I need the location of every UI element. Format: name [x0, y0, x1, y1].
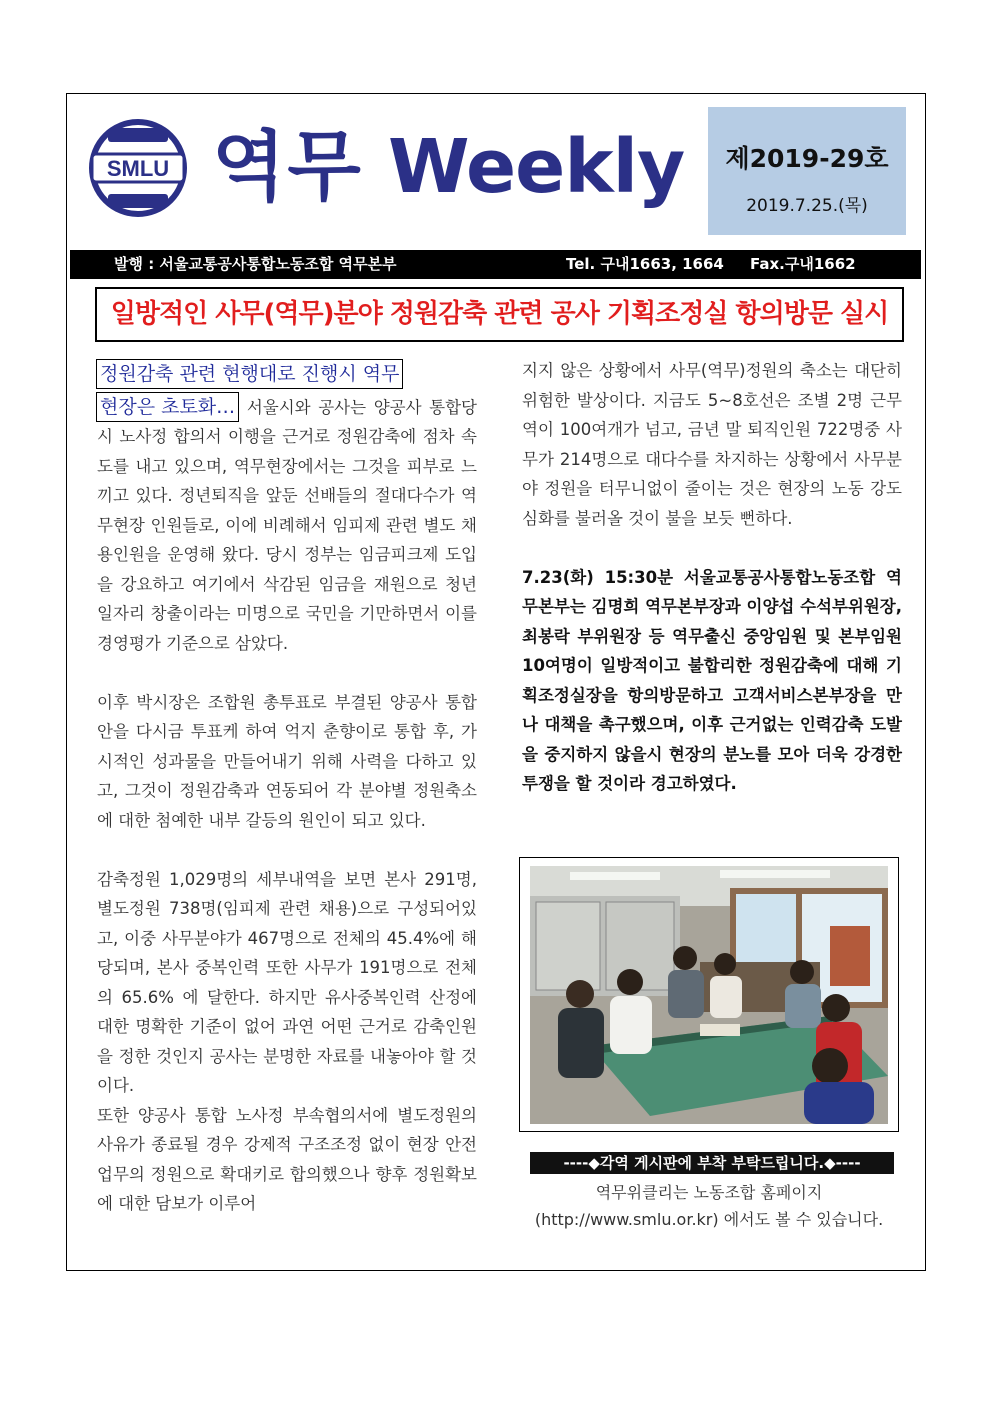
masthead-title-english: Weekly [388, 124, 685, 210]
photo-frame [519, 857, 899, 1132]
masthead-title-korean: 역무 [212, 122, 363, 211]
article-paragraph-3: 감축정원 1,029명의 세부내역을 보면 본사 291명, 별도정원 738명(임피제 관련 채용)으로 구성되어있고, 이중 사무분야가 467명으로 전체의 45.4%에 해당되며, 본사 중복인력 또한 사무가 191명으로 전체의 65.6% 에 달한다. 하지만 유사중복인력 산정에 대한 명확한 기준이 없어 과연 어떤 근거로 감축인원을 정한 것인지 공사는 분명한 자료를 내놓아야 할 것이다. [97, 869, 477, 1095]
protest-visit-paragraph: 7.23(화) 15:30분 서울교통공사통합노동조합 역무본부는 김명희 역무본부장과 이양섭 수석부위원장, 최봉락 부위원장 등 역무출신 중앙임원 및 본부임원 10여명이 일방적이고 불합리한 정원감축에 대해 기획조정실장을 항의방문하고 고객서비스본부장을 만나 대책을 촉구했으며, 이후 근거없는 인력감축 도발을 중지하지 않을시 현장의 분노를 모아 더욱 강경한 투쟁을 할 것이라 경고하였다. [522, 567, 902, 793]
right-column [522, 356, 902, 799]
posting-notice: ----◆각역 게시판에 부착 부탁드립니다.◆---- [530, 1152, 894, 1174]
article-paragraph-2: 이후 박시장은 조합원 총투표로 부결된 양공사 통합 안을 다시금 투표케 하여 억지 춘향이로 통합 후, 가시적인 성과물을 만들어내기 위해 사력을 다하고 있고, 그것이 정원감축과 연동되어 각 분야별 정원축소에 대한 첨예한 내부 갈등의 원인이 되고 있다. [97, 692, 477, 830]
smlu-logo [88, 118, 188, 218]
left-column [97, 359, 477, 1219]
article-paragraph-4: 또한 양공사 통합 노사정 부속협의서에 별도정원의 사유가 종료될 경우 강제적 구조조정 없이 현장 안전업무의 정원으로 확대키로 합의했으나 향후 정원확보에 대한 담보가 이루어 [97, 1105, 477, 1213]
issue-number: 제2019-29호 [725, 144, 889, 173]
subheading-line-2: 현장은 초토화… [96, 392, 239, 422]
headline: 일방적인 사무(역무)분야 정원감축 관련 공사 기획조정실 항의방문 실시 [95, 287, 904, 342]
publisher-bar [70, 250, 921, 279]
contact-info: Tel. 구내1663, 1664 Fax.구내1662 [566, 255, 856, 273]
publisher-info: 발행 : 서울교통공사통합노동조합 역무본부 [114, 255, 397, 273]
issue-box [708, 107, 906, 235]
homepage-notice: 역무위클리는 노동조합 홈페이지 [595, 1183, 823, 1202]
subheading-line-1: 정원감축 관련 현행대로 진행시 역무 [96, 359, 403, 389]
issue-date: 2019.7.25.(목) [746, 196, 868, 216]
homepage-url: (http://www.smlu.or.kr) 에서도 볼 수 있습니다. [534, 1210, 884, 1229]
meeting-photo [530, 866, 888, 1124]
article-paragraph-5: 지지 않은 상황에서 사무(역무)정원의 축소는 대단히 위험한 발상이다. 지금도 5~8호선은 조별 2명 근무역이 100여개가 넘고, 금년 말 퇴직인원 722명중 사무가 214명으로 대다수를 차지하는 상황에서 사무분야 정원을 터무니없이 줄이는 것은 현장의 노동 강도 심화를 불러올 것이 불을 보듯 뻔하다. [522, 361, 902, 528]
article-paragraph-1: 서울시와 공사는 양공사 통합당시 노사정 합의서 이행을 근거로 정원감축에 점차 속도를 내고 있으며, 역무현장에서는 그것을 피부로 느끼고 있다. 정년퇴직을 앞둔 선배들의 절대다수가 역무현장 인원들로, 이에 비례해서 임피제 관련 별도 채용인원을 운영해 왔다. 당시 정부는 임금피크제 도입을 강요하고 여기에서 삭감된 임금을 재원으로 청년일자리 창출이라는 미명으로 국민을 기만하면서 이를 경영평가 기준으로 삼았다. [97, 397, 477, 653]
logo-text: SMLU [106, 156, 170, 181]
